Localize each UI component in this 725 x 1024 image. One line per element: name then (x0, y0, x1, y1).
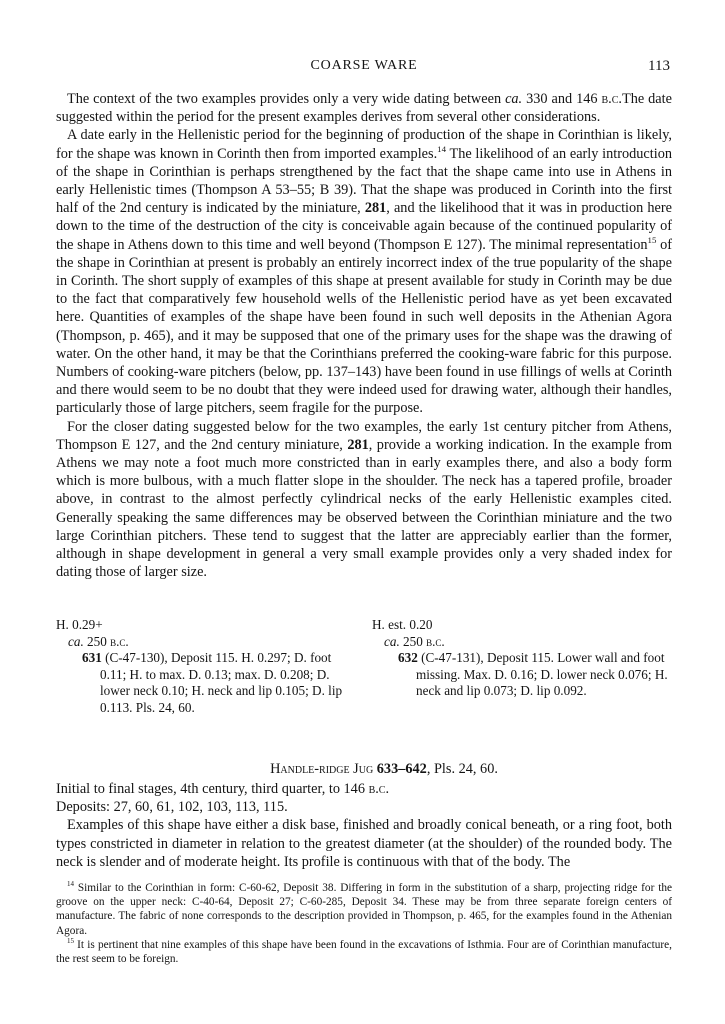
section-heading: Handle-ridge Jug 633–642, Pls. 24, 60. (270, 761, 498, 777)
paragraph-closer-dating: For the closer dating suggested below for the two examples, the early 1st century pitcher from Athens, Thompson E 127, and the 2nd century miniature, 281, provide a working indication. In the example from Athens we may note a foot much more constricted than in early examples there, and also a body form which is more bulbous, with a much flatter slope in the shoulder. The neck has a tapered profile, broader above, in contrast to the almost perfectly cylindrical necks of the early Hellenistic examples cited. Generally speaking the same differences may be observed between the Corinthian miniature and the two large Corinthian pitchers. These tend to suggest that the latter are appreciably earlier than the former, although in shape development in general a very small example provides only a very shaded index for dating those of larger size. (56, 418, 672, 581)
footnote-14: $^{14}$ Similar to the Corinthian in form: C-60-62, Deposit 38. Differing in form in the substitution of a sharp, projecting ridge for the groove on the upper neck: C-40-64, Deposit 27; C-60-285, Deposit 34. These may be from three separate foreign centers of manufacture. The fabric of none corresponds to the description provided in Thompson, p. 465, for the examples found in the Athenian Agora. (56, 880, 672, 937)
footnotes (56, 881, 672, 966)
section-deposits: Deposits: 27, 60, 61, 102, 103, 113, 115. (56, 799, 288, 816)
catalog-description: 632 (C-47-131), Deposit 115. Lower wall and foot missing. Max. D. 0.16; D. lower neck 0.076; H. neck and lip 0.073; D. lip 0.092. (398, 650, 668, 698)
footnote-15: $^{15}$ It is pertinent that nine examples of this shape have been found in the excavations of Isthmia. Four are of Corinthian manufacture, the rest seem to be foreign. (56, 937, 672, 966)
catalog-entry-631 (56, 617, 356, 716)
catalog-entry-632 (372, 617, 672, 700)
catalog-description: 631 (C-47-130), Deposit 115. H. 0.297; D. foot 0.11; H. to max. D. 0.13; max. D. 0.208; D. lower neck 0.10; H. neck and lip 0.105; D. lip 0.113. Pls. 24, 60. (82, 650, 343, 715)
footnote-ref-15[interactable]: 15 (647, 234, 657, 245)
paragraph-context-dating: The context of the two examples provides only a very wide dating between ca. 330 and 146 b.c.The date suggested within the period for the present examples derives from several other considerations. (56, 91, 672, 126)
catalog-height: H. 0.29+ (56, 617, 103, 632)
catalog-date: ca. 250 b.c. (68, 633, 129, 649)
page-number: 113 (648, 58, 670, 74)
paragraph-hellenistic-production: A date early in the Hellenistic period for the beginning of production of the shape in Corinthian is likely, for the shape was known in Corinth then from imported examples.$^{14}$ The likelihood of an early introduction of the shape in Corinthian is perhaps strengthened by the fact that the shape came into use in Athens in early Hellenistic times (Thompson A 53–55; B 39). That the shape was produced in Corinth into the first half of the 2nd century is indicated by the miniature, 281, and the likelihood that it was in production here down to the time of the destruction of the city is conceivable again because of the continued popularity of the shape in Athens down to this time and well beyond (Thompson E 127). The minimal representation$^{15}$ of the shape in Corinthian at present is probably an entirely incorrect index of the true popularity of the shape in Corinth. The short supply of examples of this shape at present available for study in Corinth may be due to the fact that comparatively few household wells of the Hellenistic period have as yet been excavated here. Quantities of examples of the shape have been found in such well deposits in the Athenian Agora (Thompson, p. 465), and it may be supposed that one of the primary uses for the shape was the drawing of water. On the other hand, it may be that the Corinthians preferred the cooking-ware fabric for this purpose. Numbers of cooking-ware pitchers (below, pp. 137–143) have been found in use fillings of wells at Corinth and there would seem to be no doubt that they were indeed used for drawing water, although their handles, particularly those of large pitchers, seem fragile for the purpose. (56, 127, 673, 417)
footnote-ref-14[interactable]: 14 (437, 143, 447, 154)
handle-ridge-jug-section (56, 761, 672, 871)
body-text (56, 90, 672, 581)
section-paragraph: Examples of this shape have either a disk base, finished and broadly conical beneath, or a ring foot, both types constricted in diameter in relation to the greatest diameter (at the shoulder) of the rounded body. The neck is slender and of moderate height. Its profile is continuous with that of the body. The (56, 817, 672, 870)
catalog-ref-281: 281 (364, 200, 387, 217)
section-stages: Initial to final stages, 4th century, third quarter, to 146 b.c. (56, 781, 390, 797)
running-title: COARSE WARE (310, 58, 418, 73)
catalog-date: ca. 250 b.c. (384, 633, 445, 649)
page-header (56, 58, 672, 78)
catalog-height: H. est. 0.20 (372, 617, 433, 632)
catalog-ref-281: 281 (347, 436, 369, 453)
